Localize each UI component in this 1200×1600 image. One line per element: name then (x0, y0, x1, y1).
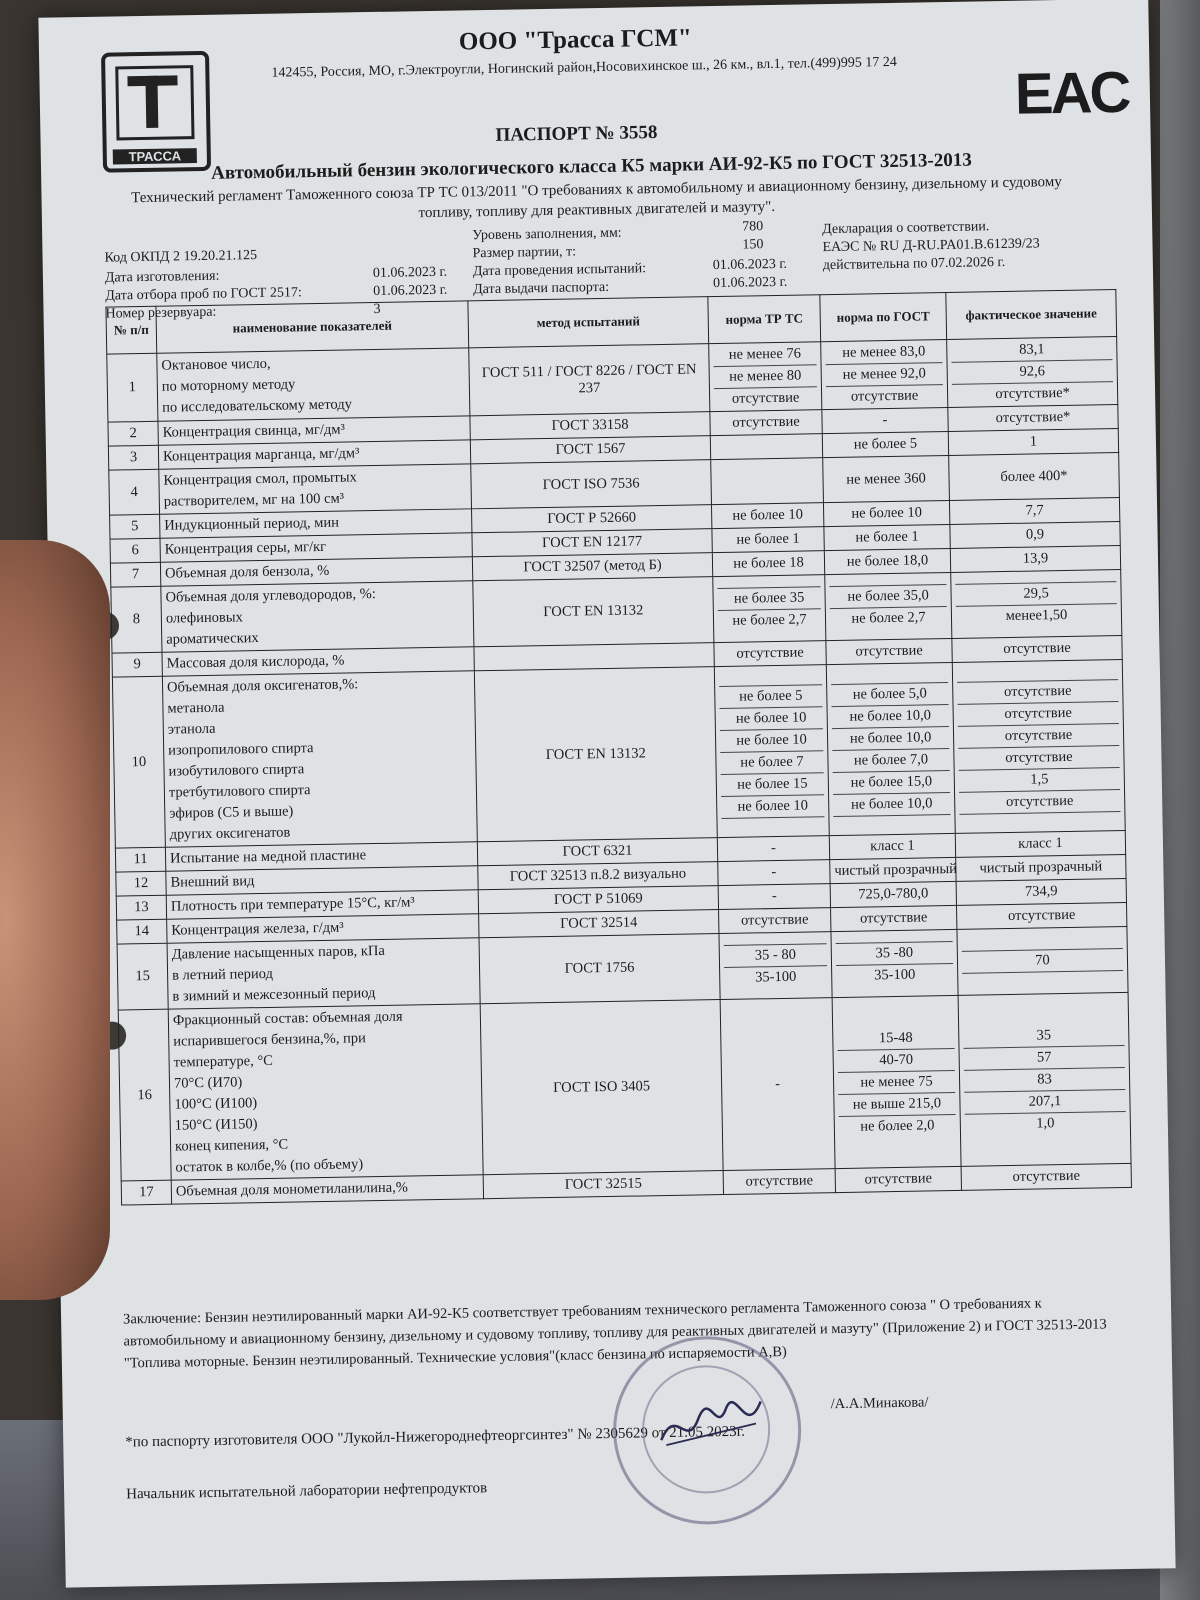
fill-level: 780 (742, 219, 764, 235)
value-cell: отсутствие (859, 909, 928, 927)
test-method: ГОСТ EN 12177 (472, 529, 712, 557)
sampling-date: 01.06.2023 г. (373, 282, 448, 300)
norm-tr-ts (719, 908, 831, 934)
value-cell: отсутствие (736, 644, 804, 662)
norm-tr-ts (719, 932, 832, 1000)
spec-table (105, 289, 1132, 1206)
parameter-line: Внешний вид (170, 873, 255, 891)
parameter-line: температуре, °С (173, 1052, 274, 1071)
parameter-name (159, 464, 472, 514)
actual-value (951, 570, 1122, 639)
norm-tr-ts (717, 836, 829, 862)
date-made: 01.06.2023 г. (372, 264, 448, 282)
parameter-name (161, 581, 474, 652)
table-row (112, 659, 1125, 848)
parameter-line: растворителем, мг на 100 см³ (163, 490, 345, 510)
declaration-validity: действительна по 07.02.2026 г. (822, 254, 1006, 274)
value-cell: отсутствие (958, 702, 1119, 727)
value-cell: 35-100 (874, 966, 916, 983)
norm-tr-ts (713, 575, 826, 643)
norm-tr-ts (723, 1169, 835, 1195)
actual-value (957, 926, 1128, 995)
value-cell: отсутствие (957, 680, 1118, 705)
value-cell: отсутствие (732, 413, 800, 431)
value-cell: не более 18 (733, 554, 804, 572)
value-cell: 57 (964, 1046, 1125, 1071)
norm-tr-ts (718, 860, 830, 886)
value-cell: 92,6 (952, 360, 1113, 385)
value-cell: не менее 360 (846, 469, 926, 488)
parameter-line: Объемная доля углеводородов, %: (165, 586, 376, 606)
row-number: 9 (112, 652, 162, 677)
value-cell: не более 7,0 (832, 749, 949, 773)
test-method: ГОСТ 33158 (470, 412, 710, 440)
norm-gost (831, 905, 957, 931)
footnote: *по паспорту изготовителя ООО "Лукойл-Нижегороднефтеоргсинтез" № 2305629 от 21.05.2023г. (125, 1423, 746, 1451)
parameter-line: этанола (167, 720, 216, 738)
regulation-text: Технический регламент Таможенного союза ТР ТС 013/2011 "О требованиях к автомобильному и авиационному бензину, дизельному и судовому топливу, топливу для реактивных двигателей и мазуту". (131, 173, 1062, 222)
row-number: 5 (110, 514, 160, 539)
holding-hand (0, 540, 110, 1300)
declaration-number: ЕАЭС № RU Д-RU.PA01.B.61239/23 (822, 236, 1040, 256)
norm-gost (829, 833, 955, 859)
norm-tr-ts (712, 551, 824, 577)
norm-gost (824, 524, 950, 550)
value-cell: класс 1 (1018, 835, 1063, 852)
value-cell: 13,9 (1022, 550, 1049, 567)
col-header: наименование показателей (156, 301, 469, 353)
test-method: ГОСТ ISO 3405 (480, 1000, 723, 1175)
company-name: ООО "Трасса ГСМ" (458, 24, 693, 56)
value-cell: 35 - 80 (724, 944, 827, 968)
value-cell: не более 10,0 (832, 727, 949, 751)
value-cell: не более 35,0 (829, 585, 946, 609)
norm-gost (825, 572, 952, 640)
actual-value (958, 992, 1131, 1166)
tank-label: Номер резервуара: (105, 304, 217, 322)
parameter-line: Массовая доля кислорода, % (166, 652, 345, 672)
norm-gost (822, 431, 948, 457)
value-cell: не менее 75 (838, 1070, 955, 1094)
row-number: 1 (107, 353, 158, 422)
test-date: 01.06.2023 г. (712, 256, 788, 274)
value-cell: отсутствие (958, 746, 1119, 771)
parameter-line: эфиров (C5 и выше) (169, 803, 294, 822)
parameter-line: Фракционный состав: объемная доля (172, 1008, 403, 1029)
norm-gost (832, 995, 961, 1168)
value-cell: отсутствие* (995, 408, 1071, 427)
value-cell: не более 10,0 (832, 705, 949, 729)
row-number: 15 (117, 943, 168, 1010)
passport-document (38, 0, 1175, 1588)
value-cell: не более 2,7 (851, 608, 926, 627)
parameter-line: 70°С (И70) (173, 1074, 243, 1092)
parameter-name (157, 348, 470, 421)
value-cell: отсутствие (850, 387, 919, 405)
value-cell: не выше 215,0 (838, 1092, 955, 1116)
test-method: ГОСТ 511 / ГОСТ 8226 / ГОСТ EN 237 (469, 344, 710, 416)
value-cell: 83,1 (951, 338, 1112, 363)
value-cell: не более 5 (853, 435, 918, 453)
value-cell: не более 1 (736, 530, 800, 548)
value-cell: - (771, 864, 777, 881)
value-cell: не менее 83,0 (825, 341, 942, 365)
value-cell: не более 15 (721, 773, 824, 797)
value-cell: отсутствие (958, 724, 1119, 749)
norm-gost (822, 407, 948, 433)
value-cell: отсутствие (864, 1170, 933, 1188)
actual-value (961, 1163, 1131, 1190)
value-cell: не более 5,0 (831, 683, 948, 707)
value-cell: не более 10 (720, 729, 823, 753)
table-row (118, 992, 1131, 1181)
parameter-line: Концентрация железа, г/дм³ (171, 919, 344, 939)
sampling-label: Дата отбора проб по ГОСТ 2517: (105, 285, 302, 304)
row-number: 11 (115, 847, 165, 872)
actual-value (950, 522, 1120, 549)
fill-level-label: Уровень заполнения, мм: (472, 225, 622, 244)
value-cell: отсутствие (959, 790, 1120, 815)
product-title: Автомобильный бензин экологического класса К5 марки АИ-92-К5 по ГОСТ 32513-2013 (210, 149, 972, 184)
value-cell: отсутствие (745, 1172, 814, 1190)
value-cell: не более 5 (719, 685, 822, 709)
test-method: ГОСТ Р 51069 (478, 886, 718, 914)
issue-date: 01.06.2023 г. (712, 274, 788, 292)
parameter-line: Объемная доля оксигенатов,%: (166, 676, 359, 696)
value-cell: 725,0-780,0 (858, 885, 929, 903)
row-number: 7 (110, 562, 160, 587)
value-cell: отсутствие (1003, 639, 1071, 658)
value-cell: не более 35 (717, 587, 820, 611)
value-cell: - (882, 412, 888, 429)
parameter-line: остаток в колбе,% (по объему) (175, 1156, 364, 1176)
actual-value (955, 830, 1125, 857)
value-cell: не более 18,0 (846, 552, 929, 570)
value-cell: 1,5 (959, 768, 1120, 793)
test-method: ГОСТ ISO 7536 (471, 460, 712, 509)
value-cell: 734,9 (1024, 883, 1058, 900)
norm-tr-ts (718, 884, 830, 910)
col-header: фактическое значение (946, 290, 1117, 340)
value-cell: не более 7 (720, 751, 823, 775)
value-cell: - (771, 888, 777, 905)
test-method: ГОСТ 32514 (479, 910, 719, 938)
norm-tr-ts (709, 342, 822, 412)
parameter-name (162, 671, 477, 847)
value-cell: отсутствие (731, 389, 800, 407)
value-cell (716, 480, 819, 482)
parameter-line: по исследовательскому методу (162, 396, 353, 416)
value-cell: 1 (1029, 433, 1038, 450)
value-cell: 35 (963, 1024, 1124, 1049)
row-number: 10 (112, 676, 165, 848)
value-cell: не более 10,0 (833, 793, 950, 817)
col-header: № п/п (106, 306, 157, 354)
date-made-label: Дата изготовления: (104, 268, 220, 286)
value-cell: 35 -80 (836, 941, 953, 965)
value-cell: 0,9 (1025, 526, 1045, 543)
parameter-line: 100°С (И100) (174, 1095, 258, 1113)
norm-tr-ts (710, 434, 822, 460)
value-cell: более 400* (1000, 467, 1068, 485)
value-cell: 83 (964, 1068, 1125, 1093)
test-method: ГОСТ 32515 (483, 1171, 723, 1199)
value-cell (715, 446, 818, 448)
norm-gost (823, 500, 949, 526)
col-header: норма по ГОСТ (820, 293, 947, 342)
parameter-line: Октановое число, (161, 355, 271, 374)
actual-value (957, 902, 1127, 929)
value-cell: 70 (962, 949, 1123, 974)
value-cell: чистый прозрачный (834, 860, 958, 880)
value-cell: не менее 76 (713, 343, 816, 367)
actual-value (949, 498, 1119, 525)
norm-tr-ts (720, 998, 835, 1171)
col-header: метод испытаний (468, 297, 709, 348)
row-number: 13 (116, 895, 166, 920)
value-cell: не более 2,0 (860, 1116, 935, 1135)
parameter-line: метанола (167, 699, 225, 717)
value-cell: не более 10 (851, 504, 923, 522)
col-header: норма ТР ТС (708, 295, 821, 344)
parameter-line: Концентрация марганца, мг/дм³ (162, 445, 360, 465)
passport-title: ПАСПОРТ № 3558 (495, 122, 658, 146)
value-cell: не более 15,0 (833, 771, 950, 795)
parameter-line: изобутилового спирта (168, 761, 305, 780)
parameter-line: Объемная доля бензола, % (164, 562, 330, 582)
parameter-line: олефиновых (165, 609, 243, 627)
test-method: ГОСТ 1567 (470, 436, 710, 464)
parameter-line: изопропилового спирта (168, 740, 314, 759)
norm-gost (824, 548, 950, 574)
actual-value (947, 337, 1118, 408)
norm-tr-ts (711, 458, 824, 505)
row-number: 4 (109, 469, 160, 515)
chief-title: Начальник испытательной лаборатории нефтепродуктов (126, 1480, 488, 1503)
norm-tr-ts (714, 665, 829, 838)
actual-value (956, 878, 1126, 905)
handwritten-signature (656, 1393, 767, 1455)
value-cell: отсутствие (1007, 906, 1076, 925)
value-cell: 29,5 (955, 582, 1116, 607)
declaration-title: Декларация о соответствии. (822, 219, 990, 238)
actual-value (950, 546, 1120, 573)
value-cell: класс 1 (870, 837, 915, 855)
official-stamp (612, 1335, 803, 1526)
parameter-name (167, 938, 480, 1009)
row-number: 3 (108, 445, 158, 470)
value-cell: 40-70 (838, 1048, 955, 1072)
parameter-line: Испытание на медной пластине (169, 847, 367, 867)
parameter-line: испарившегося бензина,%, при (173, 1030, 366, 1050)
parameter-line: Концентрация свинца, мг/дм³ (162, 421, 345, 441)
actual-value (952, 635, 1122, 662)
actual-value (948, 429, 1118, 456)
row-number: 17 (121, 1180, 171, 1205)
parameter-line: Объемная доля монометиланилина,% (175, 1179, 409, 1200)
norm-gost (826, 638, 952, 664)
norm-tr-ts (710, 410, 822, 436)
actual-value (949, 453, 1120, 501)
test-method: ГОСТ EN 13132 (474, 667, 717, 842)
parameter-line: Индукционный период, мин (164, 514, 340, 534)
value-cell: не более 1 (855, 528, 919, 546)
parameter-name (171, 1175, 483, 1204)
norm-tr-ts (712, 527, 824, 553)
actual-value (948, 405, 1118, 432)
issue-date-label: Дата выдачи паспорта: (473, 279, 610, 298)
test-method: ГОСТ 1756 (479, 934, 720, 1004)
value-cell: 15-48 (837, 1026, 954, 1050)
value-cell: 207,1 (964, 1090, 1125, 1115)
norm-gost (830, 881, 956, 907)
test-method: ГОСТ EN 13132 (473, 577, 714, 647)
value-cell: отсутствие* (995, 384, 1071, 403)
norm-gost (835, 1166, 961, 1192)
value-cell: 35-100 (755, 968, 797, 985)
norm-gost (821, 340, 948, 410)
row-number: 2 (108, 421, 158, 446)
parameter-name (168, 1004, 483, 1180)
tank-number: 3 (373, 301, 381, 317)
signature-name: /А.А.Минакова/ (830, 1394, 929, 1413)
conclusion-text: Заключение: Бензин неэтилированный марки АИ-92-К5 соответствует требованиям технического регламента Таможенного союза " О требованиях к автомобильному и авиационному бензину, дизельному и судовому топливу, топливу для реактивных двигателей и мазуту" (Приложение 2) и ГОСТ 32513-2013 "Топлива моторные. Бензин неэтилированный. Технические условия"(класс бензина по испаряемости А,В) (122, 1295, 1107, 1372)
parameter-line: Давление насыщенных паров, кПа (171, 942, 385, 963)
value-cell: отсутствие (855, 642, 923, 660)
value-cell: не более 2,7 (732, 610, 807, 629)
batch-label: Размер партии, т: (472, 244, 577, 262)
norm-tr-ts (711, 503, 823, 529)
batch-size: 150 (742, 237, 764, 253)
value-cell: не более 10 (732, 506, 804, 524)
norm-tr-ts (714, 641, 826, 667)
parameter-line: 150°С (И150) (174, 1116, 258, 1134)
parameter-line: третбутилового спирта (168, 782, 311, 801)
value-cell: не менее 80 (714, 365, 817, 389)
value-cell: не более 10 (720, 707, 823, 731)
value-cell: 7,7 (1025, 502, 1044, 519)
test-method: ГОСТ 32513 п.8.2 визуально (478, 862, 718, 890)
test-method: ГОСТ 32507 (метод Б) (472, 553, 712, 581)
value-cell: отсутствие (740, 911, 809, 929)
eac-mark: EAC (1014, 59, 1129, 127)
parameter-line: по моторному методу (161, 376, 296, 395)
parameter-line: конец кипения, °С (174, 1136, 289, 1155)
row-number: 16 (118, 1009, 171, 1181)
actual-value (952, 659, 1125, 833)
parameter-line: Плотность при температуре 15°С, кг/м³ (170, 894, 415, 915)
value-cell: не менее 92,0 (826, 363, 943, 387)
okpd-code: Код ОКПД 2 19.20.21.125 (104, 248, 258, 266)
parameter-line: Концентрация серы, мг/кг (164, 538, 327, 558)
norm-gost (823, 455, 950, 502)
row-number: 12 (116, 871, 166, 896)
parameter-line: в летний период (171, 965, 274, 984)
test-date-label: Дата проведения испытаний: (472, 261, 647, 280)
parameter-line: в зимний и межсезонный период (172, 985, 376, 1005)
parameter-line: Концентрация смол, промытых (163, 469, 357, 489)
company-logo (101, 51, 211, 173)
row-number: 14 (117, 919, 167, 944)
row-number: 8 (111, 586, 162, 653)
value-cell: не более 10 (721, 795, 824, 819)
norm-gost (826, 662, 955, 835)
value-cell: 1,0 (1036, 1114, 1055, 1132)
norm-gost (831, 929, 958, 997)
logo-text: ТРАССА (113, 148, 197, 164)
value-cell: - (775, 1075, 781, 1092)
actual-value (956, 854, 1126, 881)
parameter-line: ароматических (166, 630, 259, 648)
value-cell: чистый прозрачный (979, 858, 1103, 877)
row-number: 6 (110, 538, 160, 563)
norm-gost (830, 857, 956, 883)
parameter-line: других оксигенатов (169, 824, 291, 843)
value-cell: - (770, 840, 777, 857)
test-method: ГОСТ Р 52660 (472, 505, 712, 533)
test-method: ГОСТ 6321 (477, 838, 717, 866)
value-cell: отсутствие (1012, 1167, 1081, 1185)
company-address: 142455, Россия, МО, г.Электроугли, Ногинский район,Носовихинское ш., 26 км., вл.1, тел.(499)995 17 24 (271, 54, 897, 81)
value-cell: менее1,50 (1005, 606, 1068, 624)
